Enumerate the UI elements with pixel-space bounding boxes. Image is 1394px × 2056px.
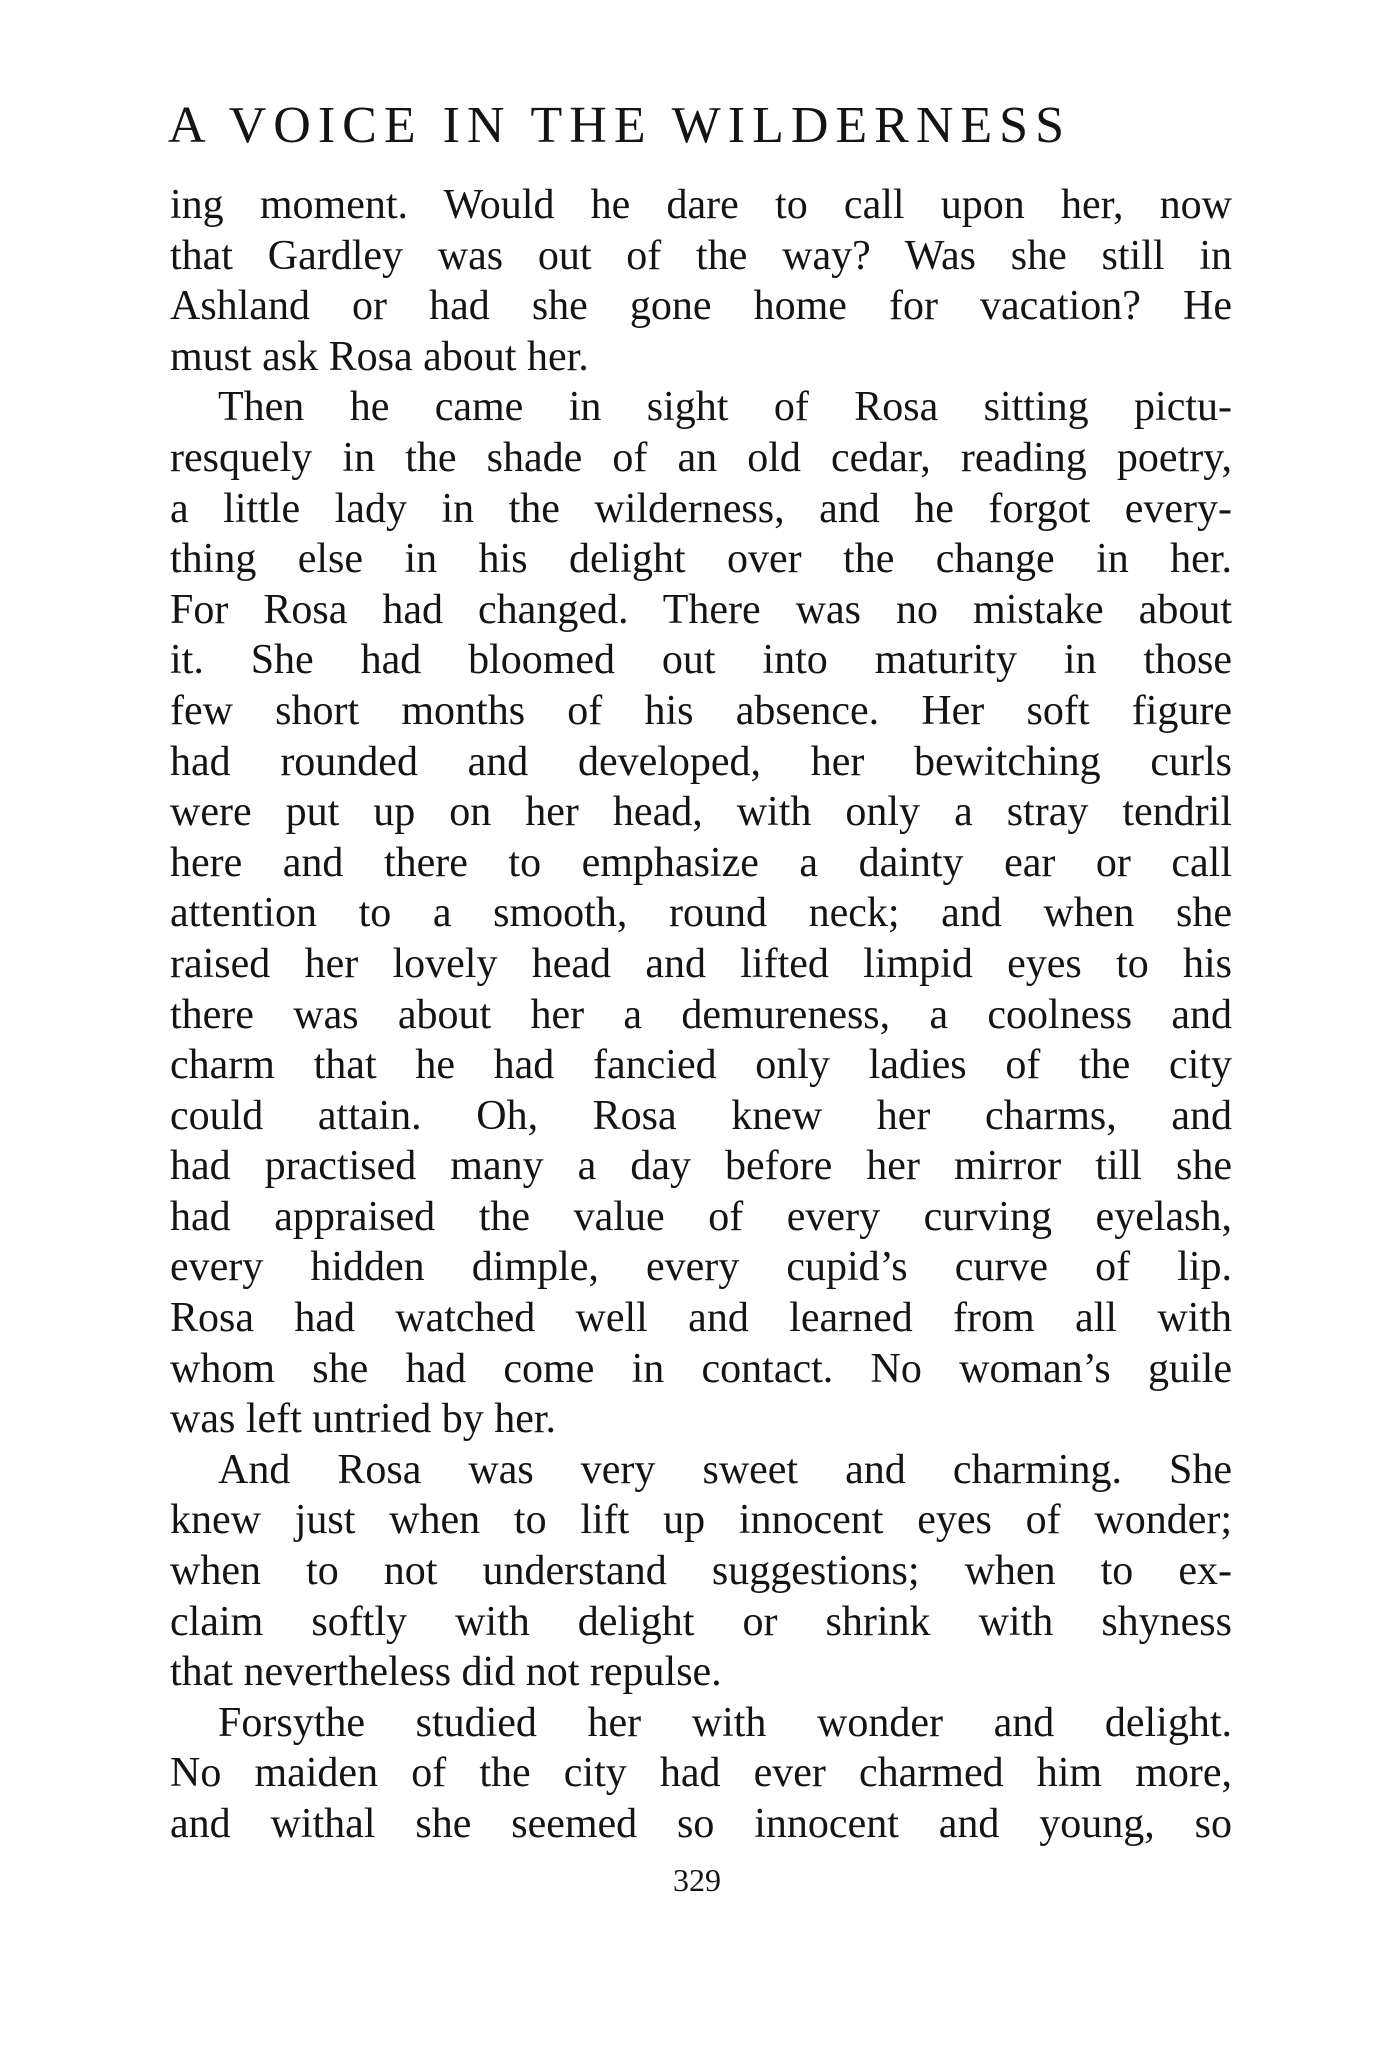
text-line: every hidden dimple, every cupid’s curve of lip.: [170, 1244, 1232, 1291]
text-line: that nevertheless did not repulse.: [170, 1649, 722, 1696]
page-number: 329: [673, 1862, 721, 1898]
text-line: were put up on her head, with only a stray tendril: [170, 789, 1232, 836]
body-text: [170, 180, 1232, 1850]
text-line: whom she had come in contact. No woman’s guile: [170, 1345, 1232, 1392]
text-line: a little lady in the wilderness, and he forgot every-: [170, 485, 1232, 532]
text-line: it. She had bloomed out into maturity in those: [170, 637, 1232, 684]
text-line: had practised many a day before her mirror till she: [170, 1143, 1232, 1190]
text-line: had rounded and developed, her bewitching curls: [170, 738, 1232, 785]
text-line: Forsythe studied her with wonder and delight.: [218, 1699, 1232, 1746]
text-line: attention to a smooth, round neck; and when she: [170, 890, 1232, 937]
text-line: claim softly with delight or shrink with shyness: [170, 1598, 1232, 1645]
text-line: could attain. Oh, Rosa knew her charms, and: [170, 1092, 1232, 1139]
running-head: A VOICE IN THE WILDERNESS: [168, 97, 1071, 154]
text-line: charm that he had fancied only ladies of the city: [170, 1042, 1232, 1089]
text-line: had appraised the value of every curving eyelash,: [170, 1193, 1232, 1240]
text-line: and withal she seemed so innocent and young, so: [170, 1801, 1232, 1847]
text-line: Rosa had watched well and learned from all with: [170, 1295, 1232, 1342]
text-line: resquely in the shade of an old cedar, reading poetry,: [170, 434, 1232, 481]
text-line: Ashland or had she gone home for vacation? He: [170, 283, 1232, 330]
text-line: that Gardley was out of the way? Was she still in: [170, 232, 1232, 279]
text-line: raised her lovely head and lifted limpid eyes to his: [170, 940, 1232, 987]
text-line: few short months of his absence. Her soft figure: [170, 687, 1232, 734]
text-line: must ask Rosa about her.: [170, 333, 589, 380]
text-line: For Rosa had changed. There was no mistake about: [170, 586, 1232, 633]
text-line: there was about her a demureness, a coolness and: [170, 991, 1232, 1038]
text-line: thing else in his delight over the change in her.: [170, 536, 1232, 583]
text-line: And Rosa was very sweet and charming. She: [218, 1446, 1232, 1493]
text-line: here and there to emphasize a dainty ear or call: [170, 839, 1232, 886]
text-line: ing moment. Would he dare to call upon her, now: [170, 182, 1232, 228]
text-line: No maiden of the city had ever charmed him more,: [170, 1750, 1232, 1797]
text-line: was left untried by her.: [170, 1396, 557, 1443]
text-line: knew just when to lift up innocent eyes of wonder;: [170, 1497, 1232, 1544]
text-line: Then he came in sight of Rosa sitting pictu-: [218, 384, 1232, 431]
text-line: when to not understand suggestions; when to ex-: [170, 1548, 1232, 1595]
